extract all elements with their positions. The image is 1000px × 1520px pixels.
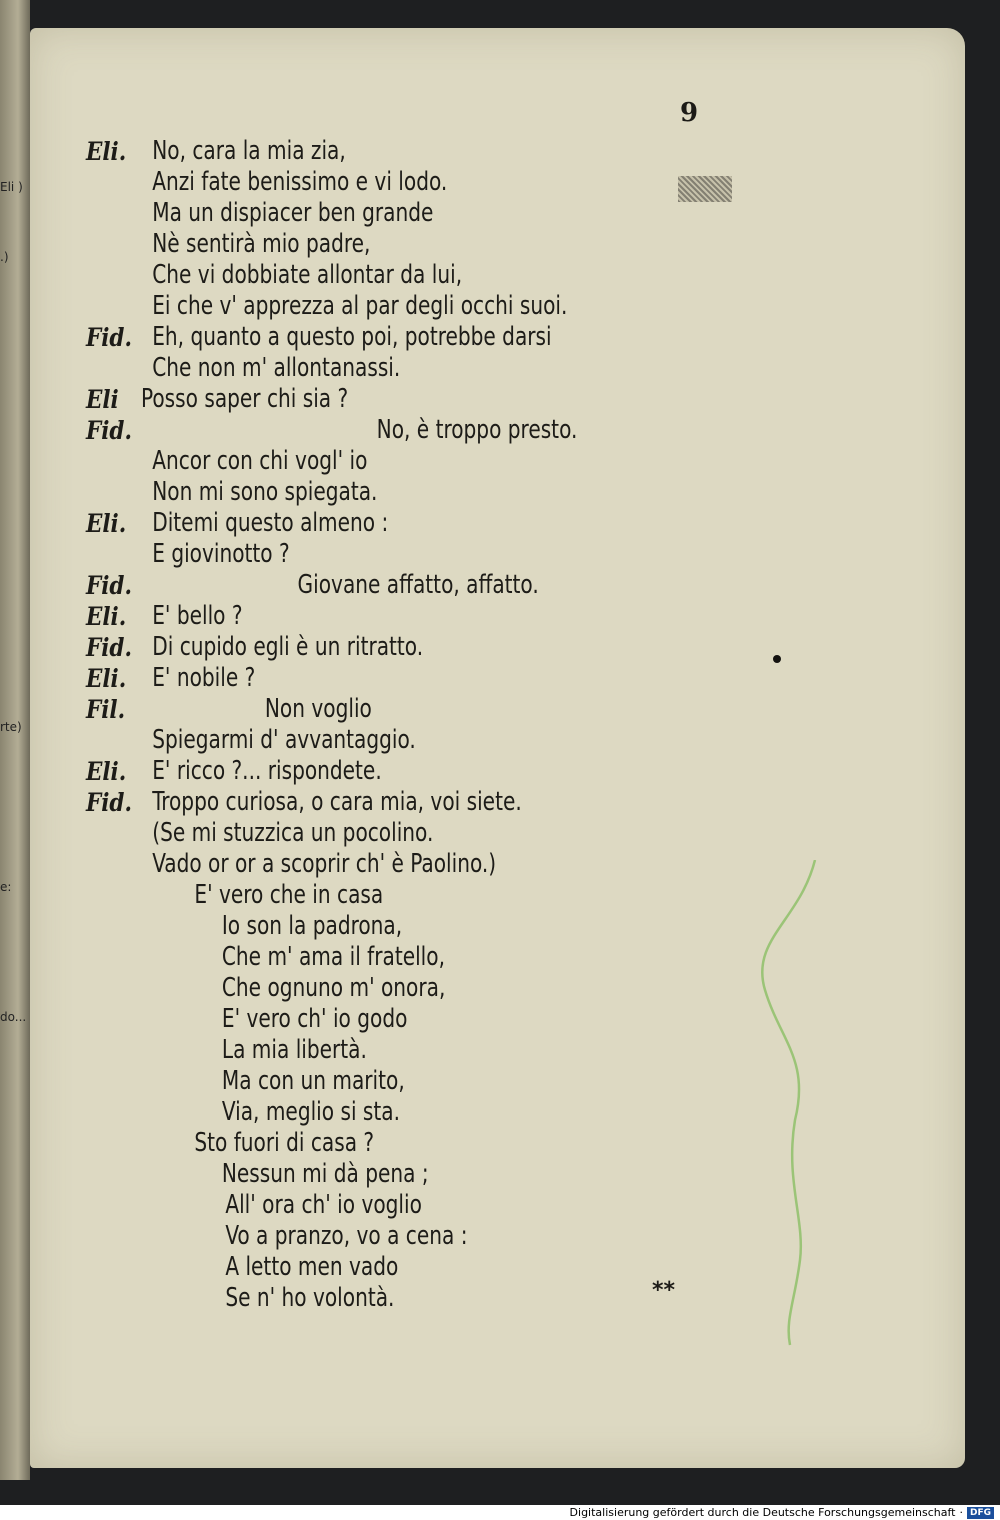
- verse-text: E' ricco ?... rispondete.: [152, 756, 382, 786]
- verse-line: [86, 508, 671, 539]
- verse-line: [86, 663, 671, 694]
- verse-text: Che m' ama il fratello,: [221, 942, 445, 972]
- left-page-edge: [0, 0, 30, 1480]
- verse-text: Nessun mi dà pena ;: [221, 1159, 429, 1189]
- verse-text: E' vero che in casa: [194, 880, 384, 910]
- verse-text: No, cara la mia zia,: [152, 136, 346, 166]
- verse-text: Nè sentirà mio padre,: [152, 229, 371, 259]
- verse-line: [86, 880, 671, 911]
- verse-line: [86, 1283, 671, 1314]
- verse-line: [86, 1004, 671, 1035]
- speaker-label: Fid.: [86, 788, 132, 817]
- verse-text: Non voglio: [264, 694, 372, 724]
- verse-line: [86, 1097, 671, 1128]
- verse-text: Vo a pranzo, vo a cena :: [225, 1221, 468, 1251]
- verse-line: [86, 973, 671, 1004]
- left-margin-mark: rte): [0, 720, 22, 734]
- verse-text: Se n' ho volontà.: [225, 1283, 395, 1313]
- verse-text: All' ora ch' io voglio: [225, 1190, 422, 1220]
- verse-line: [86, 725, 671, 756]
- footer-separator: ·: [959, 1506, 963, 1519]
- speaker-label: Eli.: [86, 509, 127, 538]
- verse-line: [86, 446, 671, 477]
- left-margin-mark: Eli ): [0, 180, 23, 194]
- verse-text: E' bello ?: [152, 601, 243, 631]
- page-number: 9: [680, 98, 699, 128]
- left-margin-mark: do...: [0, 1010, 27, 1024]
- verse-line: [86, 756, 671, 787]
- speaker-label: Fid.: [86, 323, 132, 352]
- verse-line: [86, 1128, 671, 1159]
- verse-text: Troppo curiosa, o cara mia, voi siete.: [152, 787, 522, 817]
- verse-line: [86, 415, 671, 446]
- verse-block: [86, 136, 766, 1314]
- footer-bar: [0, 1505, 1000, 1520]
- verse-line: [86, 539, 671, 570]
- speaker-label: Eli.: [86, 757, 127, 786]
- verse-text: Che non m' allontanassi.: [152, 353, 401, 383]
- verse-line: [86, 1159, 671, 1190]
- verse-line: [86, 849, 671, 880]
- verse-line: [86, 570, 671, 601]
- left-margin-mark: e:: [0, 880, 12, 894]
- verse-line: [86, 818, 671, 849]
- verse-line: [86, 1221, 671, 1252]
- verse-text: Che vi dobbiate allontar da lui,: [152, 260, 463, 290]
- speaker-label: Fid.: [86, 571, 132, 600]
- verse-text: Eh, quanto a questo poi, potrebbe darsi: [152, 322, 552, 352]
- left-margin-mark: .): [0, 250, 9, 264]
- speaker-label: Eli.: [86, 137, 127, 166]
- verse-line: [86, 353, 671, 384]
- signature-mark: **: [652, 1278, 676, 1303]
- verse-text: Ei che v' apprezza al par degli occhi suoi.: [152, 291, 568, 321]
- verse-text: Io son la padrona,: [221, 911, 403, 941]
- verse-line: [86, 322, 671, 353]
- dfg-logo: DFG: [967, 1507, 994, 1519]
- verse-text: Vado or or a scoprir ch' è Paolino.): [152, 849, 497, 879]
- verse-text: Ma un dispiacer ben grande: [152, 198, 434, 228]
- verse-line: [86, 229, 671, 260]
- verse-line: [86, 198, 671, 229]
- speaker-label: Eli: [86, 385, 119, 414]
- verse-text: Ditemi questo almeno :: [152, 508, 389, 538]
- verse-line: [86, 167, 671, 198]
- verse-line: [86, 1190, 671, 1221]
- ink-dot: [773, 655, 781, 663]
- verse-line: [86, 477, 671, 508]
- speaker-label: Eli.: [86, 602, 127, 631]
- verse-line: [86, 787, 671, 818]
- verse-line: [86, 136, 671, 167]
- verse-line: [86, 384, 671, 415]
- verse-line: [86, 260, 671, 291]
- verse-text: Posso saper chi sia ?: [141, 384, 349, 414]
- verse-text: (Se mi stuzzica un pocolino.: [152, 818, 434, 848]
- verse-line: [86, 694, 671, 725]
- verse-line: [86, 942, 671, 973]
- verse-text: Anzi fate benissimo e vi lodo.: [152, 167, 448, 197]
- speaker-label: Eli.: [86, 664, 127, 693]
- verse-text: E' vero ch' io godo: [221, 1004, 408, 1034]
- verse-text: No, è troppo presto.: [376, 415, 578, 445]
- verse-text: Via, meglio si sta.: [221, 1097, 401, 1127]
- speaker-label: Fid.: [86, 633, 132, 662]
- verse-text: Sto fuori di casa ?: [194, 1128, 375, 1158]
- verse-line: [86, 601, 671, 632]
- verse-text: Di cupido egli è un ritratto.: [152, 632, 424, 662]
- footer-credit: [570, 1505, 994, 1520]
- verse-text: La mia libertà.: [221, 1035, 367, 1065]
- speaker-label: Fid.: [86, 416, 132, 445]
- verse-line: [86, 1066, 671, 1097]
- verse-text: Ancor con chi vogl' io: [152, 446, 368, 476]
- footer-credit-text: Digitalisierung gefördert durch die Deutsche Forschungsgemeinschaft: [569, 1506, 956, 1519]
- verse-line: [86, 291, 671, 322]
- verse-line: [86, 1035, 671, 1066]
- verse-text: E' nobile ?: [152, 663, 256, 693]
- verse-text: Non mi sono spiegata.: [152, 477, 378, 507]
- verse-line: [86, 632, 671, 663]
- verse-text: E giovinotto ?: [152, 539, 290, 569]
- verse-line: [86, 1252, 671, 1283]
- verse-line: [86, 911, 671, 942]
- verse-text: Ma con un marito,: [221, 1066, 405, 1096]
- verse-text: Giovane affatto, affatto.: [297, 570, 539, 600]
- verse-text: A letto men vado: [225, 1252, 399, 1282]
- verse-text: Spiegarmi d' avvantaggio.: [152, 725, 416, 755]
- verse-text: Che ognuno m' onora,: [221, 973, 446, 1003]
- speaker-label: Fil.: [86, 695, 126, 724]
